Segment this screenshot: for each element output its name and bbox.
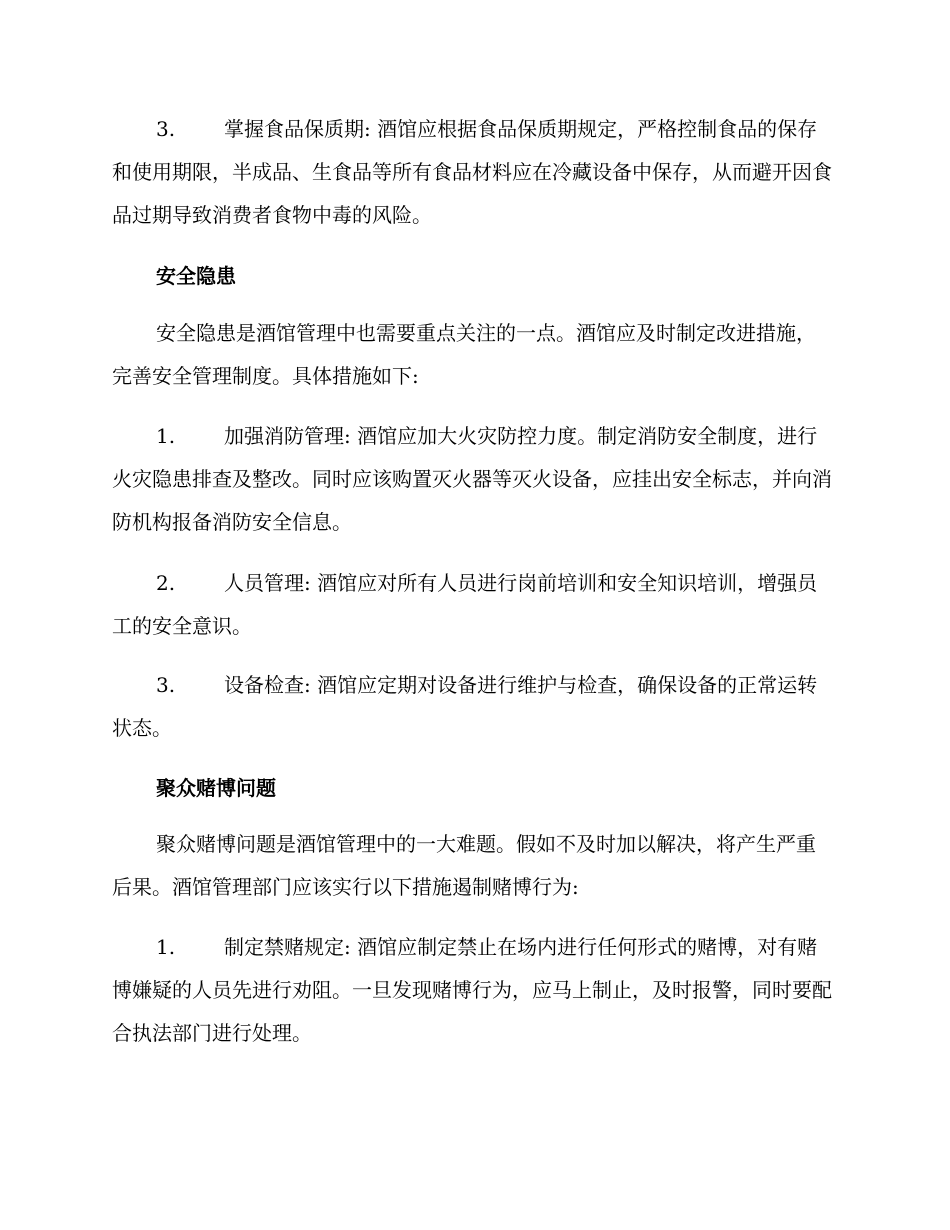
paragraph-gambling-intro: 聚众赌博问题是酒馆管理中的一大难题。假如不及时加以解决，将产生严重后果。酒馆管理部门应该实行以下措施遏制赌博行为: [112,832,816,899]
list-number: 3. [156,673,176,697]
list-text: 设备检查: 酒馆应定期对设备进行维护与检查，确保设备的正常运转状态。 [112,673,818,740]
list-number: 1. [156,424,176,448]
list-text: 制定禁赌规定: 酒馆应制定禁止在场内进行任何形式的赌博，对有赌博嫌疑的人员先进行劝阻。一旦发现赌博行为，应马上制止，及时报警，同时要配合执法部门进行处理。 [112,935,832,1045]
list-number: 3. [156,117,176,141]
list-item-food-shelf-life [112,108,832,237]
section-heading-safety: 安全隐患 [156,264,236,288]
list-text: 人员管理: 酒馆应对所有人员进行岗前培训和安全知识培训，增强员工的安全意识。 [112,571,818,638]
list-number: 2. [156,571,176,595]
list-text: 加强消防管理: 酒馆应加大火灾防控力度。制定消防安全制度，进行火灾隐患排查及整改。同时应该购置灭火器等灭火设备，应挂出安全标志，并向消防机构报备消防安全信息。 [112,424,832,534]
list-item-fire-management [112,415,832,544]
list-item-staff-management [112,562,832,648]
paragraph-safety-intro: 安全隐患是酒馆管理中也需要重点关注的一点。酒馆应及时制定改进措施，完善安全管理制度。具体措施如下: [112,321,816,388]
section-heading-gambling: 聚众赌博问题 [156,776,276,800]
list-number: 1. [156,935,176,959]
list-item-equipment-check [112,664,832,750]
list-item-anti-gambling-rules [112,926,832,1055]
list-text: 掌握食品保质期: 酒馆应根据食品保质期规定，严格控制食品的保存和使用期限，半成品、生食品等所有食品材料应在冷藏设备中保存，从而避开因食品过期导致消费者食物中毒的风险。 [112,117,832,227]
